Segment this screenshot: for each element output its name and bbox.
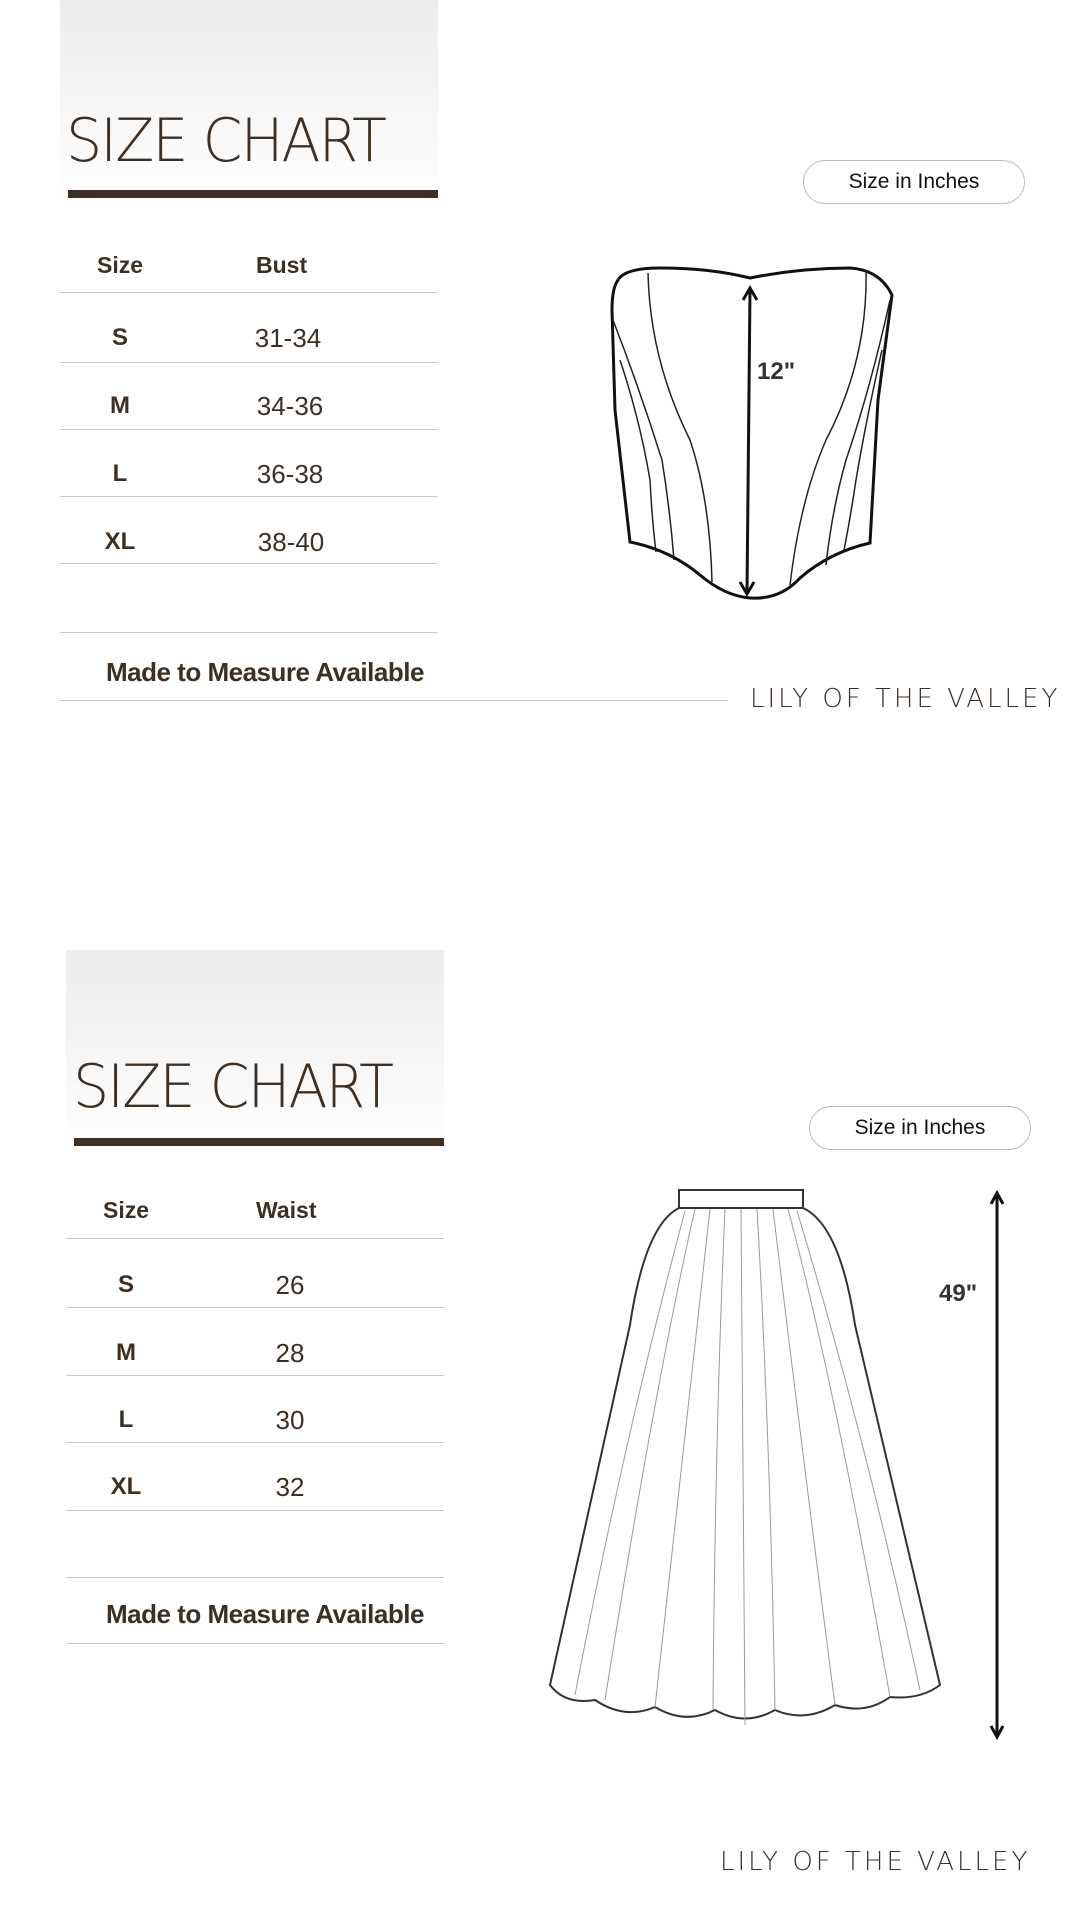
divider (66, 1238, 444, 1239)
skirt-illustration (545, 1185, 945, 1745)
header-size: Size (97, 252, 144, 278)
divider (66, 1442, 444, 1443)
divider (66, 1643, 444, 1644)
row-size: S (117, 1271, 134, 1298)
row-size: M (116, 1339, 136, 1366)
brand-name: LILY OF THE VALLEY (720, 1847, 1031, 1877)
row-size: M (110, 392, 130, 419)
header-bust: Bust (256, 252, 308, 278)
row-size: XL (104, 528, 136, 555)
row-value: 28 (275, 1338, 305, 1368)
made-to-measure-note: Made to Measure Available (106, 1599, 424, 1629)
divider (66, 1375, 444, 1376)
divider (66, 1307, 444, 1308)
brand-name: LILY OF THE VALLEY (750, 684, 1061, 714)
bust-measurement-label: 12" (757, 358, 796, 385)
title-underline (68, 190, 438, 198)
title-underline (74, 1138, 444, 1146)
divider (60, 496, 438, 497)
length-measurement-label: 49" (939, 1280, 978, 1307)
unit-label-pill: Size in Inches (803, 160, 1025, 204)
page-title: SIZE CHART (73, 1052, 393, 1122)
row-size: S (111, 324, 128, 351)
row-value: 32 (275, 1472, 305, 1502)
header-size: Size (103, 1197, 150, 1223)
row-value: 30 (275, 1405, 305, 1435)
divider (60, 563, 438, 564)
corset-illustration (600, 260, 930, 610)
row-size: L (118, 1406, 134, 1433)
row-value: 26 (275, 1270, 305, 1300)
row-value: 31-34 (254, 323, 322, 353)
header-waist: Waist (256, 1197, 317, 1223)
row-size: L (112, 460, 128, 487)
row-value: 36-38 (256, 459, 324, 489)
page-title: SIZE CHART (66, 106, 386, 176)
unit-label-pill: Size in Inches (809, 1106, 1031, 1150)
row-size: XL (110, 1473, 142, 1500)
length-measurement-arrow (987, 1190, 1007, 1740)
divider (66, 1510, 444, 1511)
divider (60, 362, 438, 363)
divider (60, 700, 728, 701)
row-value: 38-40 (257, 527, 325, 557)
divider (60, 292, 438, 293)
made-to-measure-note: Made to Measure Available (106, 657, 424, 687)
divider (60, 632, 438, 633)
row-value: 34-36 (256, 391, 324, 421)
divider (60, 429, 438, 430)
divider (66, 1577, 444, 1578)
